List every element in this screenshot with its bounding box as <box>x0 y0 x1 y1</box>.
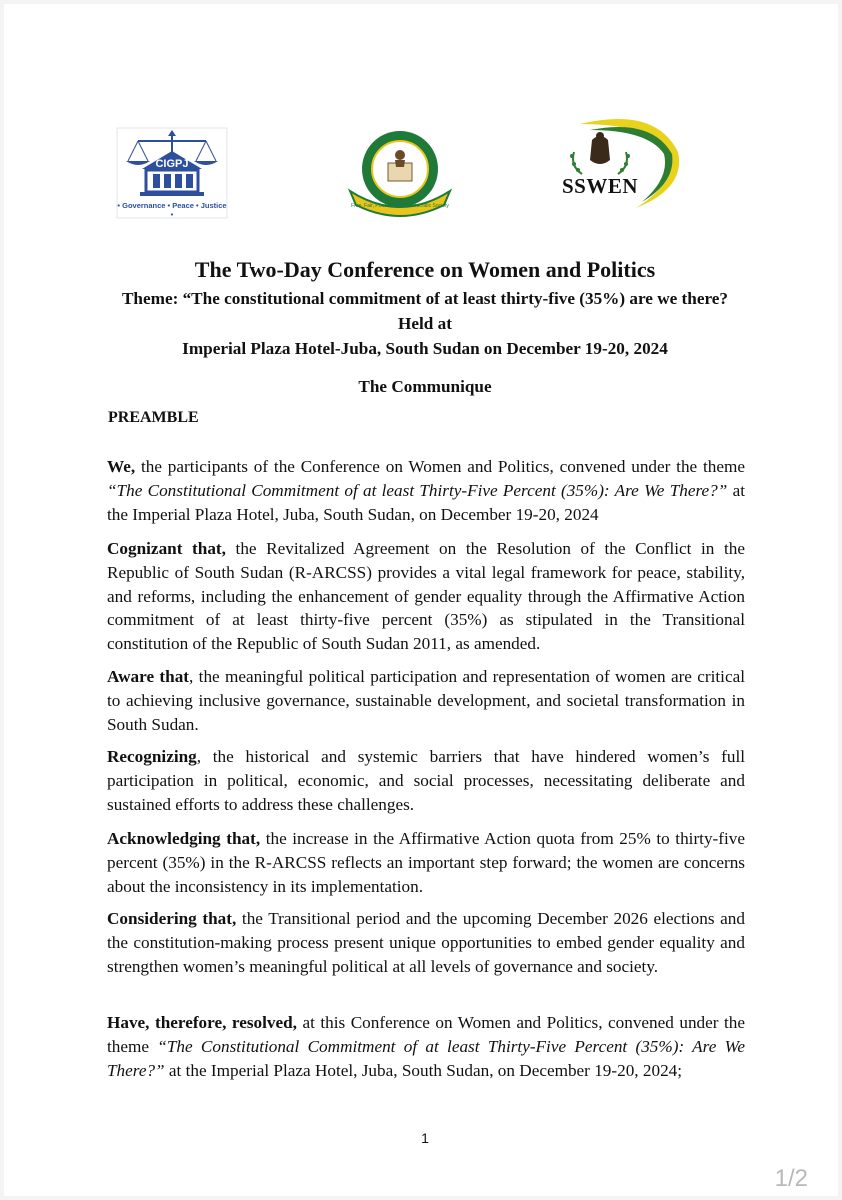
communique-heading: The Communique <box>358 377 492 396</box>
preamble-heading: PREAMBLE <box>108 409 199 426</box>
paragraph-lead: Recognizing <box>107 747 197 766</box>
paragraph-aware <box>107 665 745 736</box>
paragraph-considering <box>107 907 745 978</box>
page-number: 1 <box>421 1130 429 1146</box>
seal-emblem-icon <box>344 129 456 219</box>
paragraph-lead: Aware that <box>107 667 190 686</box>
paragraph-lead: We, <box>107 457 136 476</box>
paragraph-acknowledging <box>107 827 745 898</box>
paragraph-lead: Considering that, <box>107 909 237 928</box>
paragraph-text: , the historical and systemic barriers that have hindered women’s full participation in political, economic, and social processes, necessitating deliberate and sustained efforts to address these challenges. <box>107 747 745 814</box>
held-at-label: Held at <box>398 314 452 333</box>
paragraph-text: the Transitional period and the upcoming December 2026 elections and the constitution-making process present unique opportunities to embed gender equality and strengthen women’s meaningful political at all levels of governance and society. <box>107 909 745 976</box>
paragraph-theme-italic: “The Constitutional Commitment of at least Thirty-Five Percent (35%): Are We There?” <box>107 480 728 500</box>
seal-logo <box>344 129 456 219</box>
paragraph-lead: Have, therefore, resolved, <box>107 1013 297 1032</box>
svg-text:CIGPJ: CIGPJ <box>155 158 189 170</box>
sswen-wordmark: SSWEN <box>562 174 639 198</box>
paragraph-text: , the meaningful political participation and representation of women are critical to achieving inclusive governance, sustainable development, and societal transformation in South Sudan. <box>107 667 745 734</box>
paragraph-text: at the Imperial Plaza Hotel, Juba, South Sudan, on December 19-20, 2024 <box>107 480 746 524</box>
paragraph-lead: Acknowledging that, <box>107 829 261 848</box>
paragraph-resolved <box>107 1011 745 1082</box>
page-count-indicator: 1/2 <box>774 1165 808 1192</box>
paragraph-text: the Revitalized Agreement on the Resolution of the Conflict in the Republic of South Sudan (R-ARCSS) provides a vital legal framework for peace, stability, and reforms, including the enhancement of gender equality through the Affirmative Action commitment of at least thirty-five percent (35%) as stipulated in the Transitional constitution of the Republic of South Sudan 2011, as amended. <box>107 539 745 654</box>
paragraph-text: the participants of the Conference on Women and Politics, convened under the theme <box>135 457 745 476</box>
conference-title: The Two-Day Conference on Women and Politics <box>194 257 656 282</box>
paragraph-theme-italic: “The Constitutional Commitment of at least Thirty-Five Percent (35%): Are We There?” <box>107 1036 745 1080</box>
paragraph-text: at the Imperial Plaza Hotel, Juba, South Sudan, on December 19-20, 2024; <box>164 1060 683 1080</box>
paragraph-lead: Cognizant that, <box>107 539 226 558</box>
sswen-logo <box>560 112 690 212</box>
paragraph-text: the increase in the Affirmative Action quota from 25% to thirty-five percent (35%) in the R-ARCSS reflects an important step forward; the women are concerns about the inconsistency in its implementation. <box>107 829 745 896</box>
svg-text:Free, Fair, Peaceful and Democ: Free, Fair, Peaceful and Democratic Society <box>351 203 449 209</box>
document-page <box>4 4 838 1196</box>
cigpj-tagline: • Governance • Peace • Justice • <box>117 201 227 219</box>
paragraph-cognizant <box>107 537 745 656</box>
venue-line: Imperial Plaza Hotel-Juba, South Sudan on December 19-20, 2024 <box>182 339 668 358</box>
paragraph-we <box>107 455 745 526</box>
paragraph-text: at this Conference on Women and Politics, convened under the theme <box>107 1013 745 1056</box>
paragraph-recognizing <box>107 745 745 816</box>
conference-theme: Theme: “The constitutional commitment of at least thirty-five (35%) are we there? <box>121 289 729 308</box>
cigpj-logo <box>116 127 228 219</box>
